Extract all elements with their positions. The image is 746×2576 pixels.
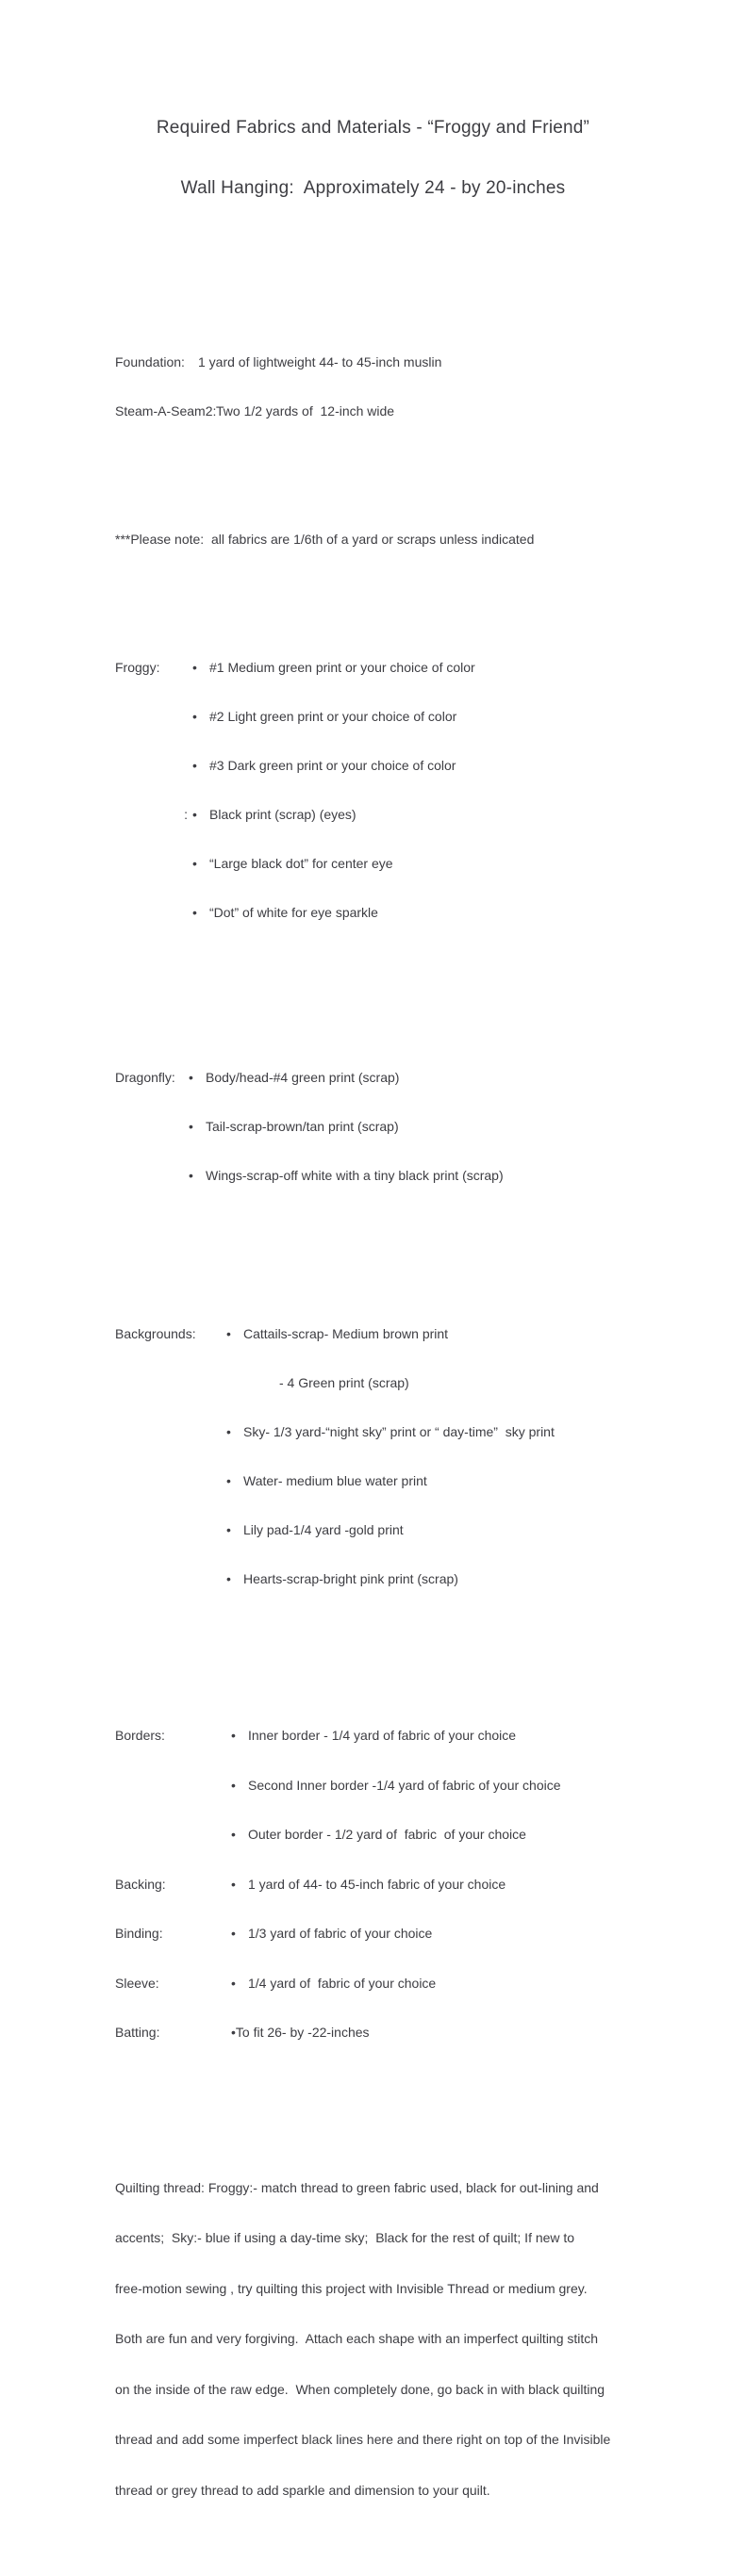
list-item xyxy=(115,1875,746,1895)
item-text: Outer border - 1/2 yard of fabric of your choice xyxy=(248,1827,526,1842)
section-label: Backing: xyxy=(115,1876,166,1892)
item-text: 1/3 yard of fabric of your choice xyxy=(248,1926,433,1941)
document-body xyxy=(115,236,746,2576)
bullet-icon: • xyxy=(226,1424,231,1439)
quilting-thread-paragraph xyxy=(115,2148,746,2532)
section-label: Batting: xyxy=(115,2025,160,2040)
item-text: #1 Medium green print or your choice of color xyxy=(209,660,475,675)
intro-block xyxy=(115,322,746,451)
bullet-icon: • xyxy=(189,1119,193,1134)
paragraph-line: Both are fun and very forgiving. Attach each shape with an imperfect quilting stitch xyxy=(115,2331,599,2346)
list-item xyxy=(115,2023,746,2043)
bullet-icon: • xyxy=(231,1777,236,1793)
steam-a-seam-text: Two 1/2 yards of 12-inch wide xyxy=(216,403,395,418)
bullet-icon: • xyxy=(192,905,197,920)
steam-a-seam-row xyxy=(115,402,746,420)
item-text: - 4 Green print (scrap) xyxy=(279,1375,409,1390)
bullet-icon: • xyxy=(226,1473,231,1488)
bullet-icon: • xyxy=(231,2025,236,2040)
item-text: #3 Dark green print or your choice of color xyxy=(209,758,456,773)
bullet-icon: • xyxy=(192,660,197,675)
list-item xyxy=(115,658,746,677)
foundation-label: Foundation: xyxy=(115,354,185,369)
section-label: Binding: xyxy=(115,1926,163,1941)
item-text: 1 yard of 44- to 45-inch fabric of your choice xyxy=(248,1876,506,1892)
list-item xyxy=(115,1117,746,1136)
item-text: Black print (scrap) (eyes) xyxy=(209,807,356,822)
item-text: “Dot” of white for eye sparkle xyxy=(209,905,378,920)
please-note-line: ***Please note: all fabrics are 1/6th of a yard or scraps unless indicated xyxy=(115,532,535,547)
steam-a-seam-label: Steam-A-Seam2: xyxy=(115,403,217,418)
paragraph-line: thread or grey thread to add sparkle and dimension to your quilt. xyxy=(115,2482,490,2498)
list-item xyxy=(115,1520,746,1539)
section-label: Froggy: xyxy=(115,660,160,675)
bullet-icon: • xyxy=(231,1827,236,1842)
document-title xyxy=(0,81,746,236)
item-text: 1/4 yard of fabric of your choice xyxy=(248,1975,437,1991)
paragraph-line: on the inside of the raw edge. When completely done, go back in with black quilting xyxy=(115,2381,605,2397)
bullet-icon: • xyxy=(231,1876,236,1892)
bullet-icon: • xyxy=(192,709,197,724)
foundation-text: 1 yard of lightweight 44- to 45-inch muslin xyxy=(198,354,442,369)
bullet-icon: • xyxy=(231,1728,236,1743)
item-text: Body/head-#4 green print (scrap) xyxy=(206,1070,400,1085)
list-item xyxy=(115,1569,746,1588)
bullet-icon: • xyxy=(226,1522,231,1537)
list-item xyxy=(115,903,746,922)
item-text: Sky- 1/3 yard-“night sky” print or “ day-time” sky print xyxy=(243,1424,555,1439)
item-prefix: : xyxy=(184,807,188,822)
bullet-icon: • xyxy=(231,1926,236,1941)
item-text: Cattails-scrap- Medium brown print xyxy=(243,1326,449,1341)
item-text: To fit 26- by -22-inches xyxy=(235,2025,370,2040)
list-item xyxy=(115,1068,746,1087)
list-item xyxy=(115,1924,746,1944)
list-item xyxy=(115,707,746,726)
list-item xyxy=(115,1726,746,1746)
list-item xyxy=(115,805,746,824)
title-line-2: Wall Hanging: Approximately 24 - by 20-inches xyxy=(180,178,566,198)
list-item xyxy=(115,1776,746,1796)
paragraph-line: thread and add some imperfect black lines here and there right on top of the Invisible xyxy=(115,2432,611,2447)
item-text: Tail-scrap-brown/tan print (scrap) xyxy=(206,1119,399,1134)
paragraph-line: accents; Sky:- blue if using a day-time sky; Black for the rest of quilt; If new to xyxy=(115,2230,575,2245)
title-line-1: Required Fabrics and Materials - “Froggy and Friend” xyxy=(156,118,590,138)
paragraph-line: free-motion sewing , try quilting this project with Invisible Thread or medium grey. xyxy=(115,2280,588,2296)
bullet-icon: • xyxy=(189,1168,193,1183)
paragraph-line: Quilting thread: Froggy:- match thread to green fabric used, black for out-lining and xyxy=(115,2179,599,2195)
bullet-icon: • xyxy=(192,856,197,871)
item-text: Lily pad-1/4 yard -gold print xyxy=(243,1522,404,1537)
item-text: Hearts-scrap-bright pink print (scrap) xyxy=(243,1571,458,1586)
list-item xyxy=(115,1422,746,1441)
section-froggy xyxy=(115,628,746,952)
bullet-icon: • xyxy=(189,1070,193,1085)
section-borders-group xyxy=(115,1696,746,2073)
bullet-icon: • xyxy=(192,807,197,822)
list-item xyxy=(115,1825,746,1845)
section-label: Borders: xyxy=(115,1728,165,1743)
section-label: Dragonfly: xyxy=(115,1070,175,1085)
list-item-continuation xyxy=(115,1373,746,1392)
item-text: #2 Light green print or your choice of color xyxy=(209,709,457,724)
bullet-icon: • xyxy=(231,1975,236,1991)
section-label: Backgrounds: xyxy=(115,1326,196,1341)
section-dragonfly xyxy=(115,1038,746,1215)
item-text: Second Inner border -1/4 yard of fabric of your choice xyxy=(248,1777,561,1793)
list-item xyxy=(115,1471,746,1490)
item-text: “Large black dot” for center eye xyxy=(209,856,393,871)
list-item xyxy=(115,1324,746,1343)
section-label: Sleeve: xyxy=(115,1975,159,1991)
list-item xyxy=(115,854,746,873)
bullet-icon: • xyxy=(226,1571,231,1586)
item-text: Inner border - 1/4 yard of fabric of your choice xyxy=(248,1728,517,1743)
list-item xyxy=(115,1166,746,1185)
section-backgrounds xyxy=(115,1294,746,1618)
list-item xyxy=(115,1974,746,1994)
item-text: Wings-scrap-off white with a tiny black print (scrap) xyxy=(206,1168,504,1183)
foundation-row xyxy=(115,353,746,371)
item-text: Water- medium blue water print xyxy=(243,1473,427,1488)
list-item xyxy=(115,756,746,775)
bullet-icon: • xyxy=(192,758,197,773)
bullet-icon: • xyxy=(226,1326,231,1341)
